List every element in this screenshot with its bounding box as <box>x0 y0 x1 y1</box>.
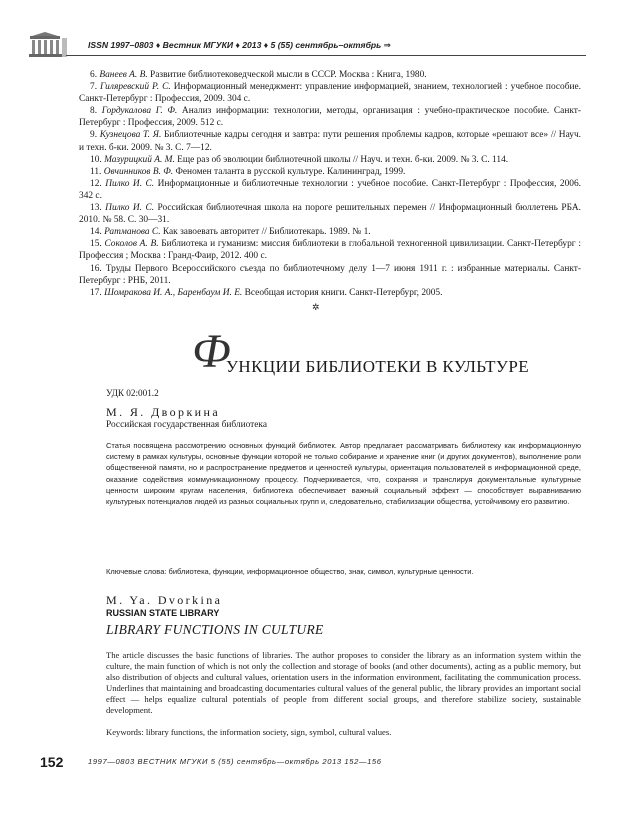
reference-author: Соколов А. В. <box>104 239 159 250</box>
title-en: LIBRARY FUNCTIONS IN CULTURE <box>106 622 324 637</box>
reference-number: 7. <box>90 82 98 93</box>
reference-item <box>79 226 581 238</box>
reference-number: 12. <box>90 178 102 189</box>
reference-number: 13. <box>90 203 102 214</box>
reference-number: 10. <box>90 154 102 165</box>
reference-text: Труды Первого Всероссийского съезда по библиотечному делу 1—7 июня 1911 г. : избранные материалы. Санкт-Петербург : РНБ, 2011. <box>79 263 581 286</box>
reference-number: 9. <box>90 130 98 141</box>
affiliation-ru: Российская государственная библиотека <box>106 420 267 430</box>
reference-text: Информационный менеджмент: управление информацией, знанием, технологией : учебное пособие. Санкт-Петербург : Профессия, 2009. 304 с. <box>79 82 582 105</box>
title-text: УНКЦИИ БИБЛИОТЕКИ В КУЛЬТУРЕ <box>226 357 530 376</box>
reference-number: 14. <box>90 227 102 238</box>
author-name-en: M. Ya. Dvorkina <box>106 593 223 607</box>
arrow-right-icon: ⇒ <box>383 40 391 50</box>
reference-text: Феномен таланта в русской культуре. Калининград, 1999. <box>173 166 406 177</box>
affiliation-en: RUSSIAN STATE LIBRARY <box>106 608 220 618</box>
reference-number: 16. <box>90 263 102 274</box>
abstract-en: The article discusses the basic functions of libraries. The author proposes to consider the library as an information system within the culture, the main function of which is not only the collection and storage of books (and other documents), acting as a public memory, but also distribution of objects and cultural values, orientation users in the information environment, facilitating the communication process. Underlines that maintaining and broadcasting documentaries cultural values of the general public, the library provides an important social effect — helps equalize cultural potentials of people from different social groups, and therefore stabilize society, sustainable development. <box>106 650 581 715</box>
header-issn: ISSN 1997–0803 <box>88 40 154 50</box>
reference-number: 6. <box>90 70 98 80</box>
keywords-ru: Ключевые слова: библиотека, функции, информационное общество, знак, символ, культурные ценности. <box>106 567 474 576</box>
reference-text: Информационные и библиотечные технологии : учебное пособие. Санкт-Петербург : Профессия, 2006. 342 с. <box>79 178 582 201</box>
journal-logo-icon <box>28 32 68 60</box>
reference-item <box>79 81 581 105</box>
reference-author: Овчинников В. Ф. <box>103 166 174 177</box>
reference-author: Кузнецова Т. Я. <box>99 130 162 141</box>
reference-number: 8. <box>90 106 98 117</box>
reference-item <box>79 287 581 299</box>
reference-author: Ратманова С. <box>104 227 161 238</box>
reference-item <box>79 166 581 178</box>
reference-text: Библиотека и гуманизм: миссия библиотеки в глобальной техногенной цивилизации. Санкт-Петербург : Профессия ; Москва : Гранд-Фаир, 2012. 400 с. <box>79 239 581 262</box>
reference-author: Пилко И. С. <box>105 203 155 214</box>
reference-item <box>79 129 581 153</box>
reference-item <box>79 154 581 166</box>
reference-text: Как завоевать авторитет // Библиотекарь. 1989. № 1. <box>160 227 371 238</box>
reference-author: Шомракова И. А., Баренбаум И. Е. <box>104 287 243 298</box>
reference-item <box>79 238 581 262</box>
author-name-ru: М. Я. Дворкина <box>106 405 221 419</box>
reference-text: Всеобщая история книги. Санкт-Петербург, 2005. <box>242 287 443 298</box>
reference-text: Библиотечные кадры сегодня и завтра: пути решения проблемы кадров, которые «решают все» // Науч. и техн. б-ки. 2009. № 3. С. 7—12. <box>79 130 582 153</box>
running-footer: 1997—0803 ВЕСТНИК МГУКИ 5 (55) сентябрь—октябрь 2013 152—156 <box>88 757 382 766</box>
header-journal: Вестник МГУКИ <box>162 40 234 50</box>
reference-item <box>79 105 581 129</box>
reference-text: Развитие библиотековедческой мысли в СССР. Москва : Книга, 1980. <box>147 70 427 80</box>
title-initial-letter: Ф <box>192 325 231 378</box>
keywords-en: Keywords: library functions, the information society, sign, symbol, cultural values. <box>106 727 392 737</box>
reference-text: Анализ информации: технологии, методы, организация : учебно-практическое пособие. Санкт-Петербург : Профессия, 2009. 512 с. <box>79 106 582 129</box>
reference-number: 11. <box>90 166 102 177</box>
reference-text: Российская библиотечная школа на пороге решительных перемен // Информационный бюллетень РБА. 2010. № 58. С. 30—31. <box>79 203 581 226</box>
header-divider <box>66 55 586 56</box>
reference-list <box>79 69 581 299</box>
reference-author: Мазурицкий А. М. <box>104 154 175 165</box>
reference-number: 15. <box>90 239 102 250</box>
udc-code: УДК 02:001.2 <box>106 388 159 398</box>
header-issue: 5 (55) сентябрь–октябрь <box>270 40 382 50</box>
reference-item <box>79 263 581 287</box>
abstract-ru: Статья посвящена рассмотрению основных функций библиотек. Автор предлагает рассматривать библиотеку как информационную систему в рамках культуры, основные функции которой не только собирание и хранение книг (и других документов), выполнение роли общественной памяти, но и распространение предметов и ценностей культуры, ориентация пользователей в информационной среде, оказание содействия коммуникационному процессу. Подчеркивается, что, сохраняя и транслируя документальные культурные ценности широким кругам населения, библиотека обеспечивает важный социальный эффект — способствует выравниванию культурных потенциалов людей из разных социальных групп и, следовательно, стабилизации общества, устойчивому его развитию. <box>106 441 581 507</box>
reference-author: Ванеев А. В. <box>99 70 148 80</box>
reference-item <box>79 69 581 81</box>
running-header: ISSN 1997–0803 ♦ Вестник МГУКИ ♦ 2013 ♦ 5 (55) сентябрь–октябрь ⇒ <box>88 40 391 50</box>
reference-item <box>79 202 581 226</box>
reference-author: Гордукалова Г. Ф. <box>101 106 178 117</box>
reference-author: Пилко И. С. <box>105 178 155 189</box>
reference-number: 17. <box>90 287 102 298</box>
reference-item <box>79 178 581 202</box>
separator-star-icon: ✲ <box>312 302 320 312</box>
header-year: 2013 <box>242 40 262 50</box>
reference-author: Гиляревский Р. С. <box>100 82 171 93</box>
page-number: 152 <box>40 754 64 770</box>
reference-text: Еще раз об эволюции библиотечной школы // Науч. и техн. б-ки. 2009. № 3. С. 114. <box>174 154 509 165</box>
